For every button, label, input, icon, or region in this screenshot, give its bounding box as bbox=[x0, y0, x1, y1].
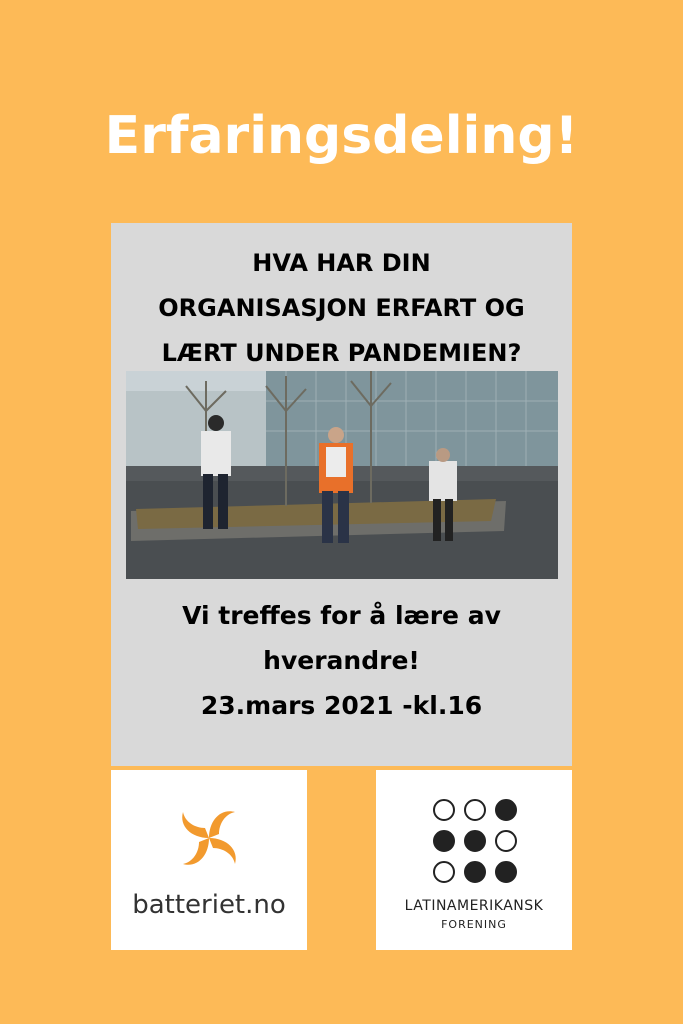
page-title: Erfaringsdeling! bbox=[104, 106, 579, 166]
meet-line: Vi treffes for å lære av bbox=[182, 601, 501, 630]
event-card bbox=[111, 223, 572, 766]
batteriet-text: batteriet.no bbox=[132, 890, 286, 920]
forening-text: FORENING bbox=[441, 918, 507, 931]
meeting-info bbox=[111, 593, 572, 728]
meet-date: 23.mars 2021 -kl.16 bbox=[200, 691, 483, 720]
question-line: ORGANISASJON ERFART OG bbox=[158, 294, 525, 322]
question-heading bbox=[111, 241, 572, 376]
meet-line: hverandre! bbox=[263, 646, 420, 675]
swirl-logo-icon bbox=[173, 802, 245, 874]
dot-grid-logo-icon bbox=[432, 798, 518, 884]
batteriet-logo bbox=[111, 770, 307, 950]
latinamerikansk-text: LATINAMERIKANSK bbox=[404, 898, 544, 914]
question-line: LÆRT UNDER PANDEMIEN? bbox=[161, 339, 522, 367]
event-photo bbox=[126, 371, 558, 579]
latinamerikansk-logo bbox=[376, 770, 572, 950]
question-line: HVA HAR DIN bbox=[252, 249, 431, 277]
